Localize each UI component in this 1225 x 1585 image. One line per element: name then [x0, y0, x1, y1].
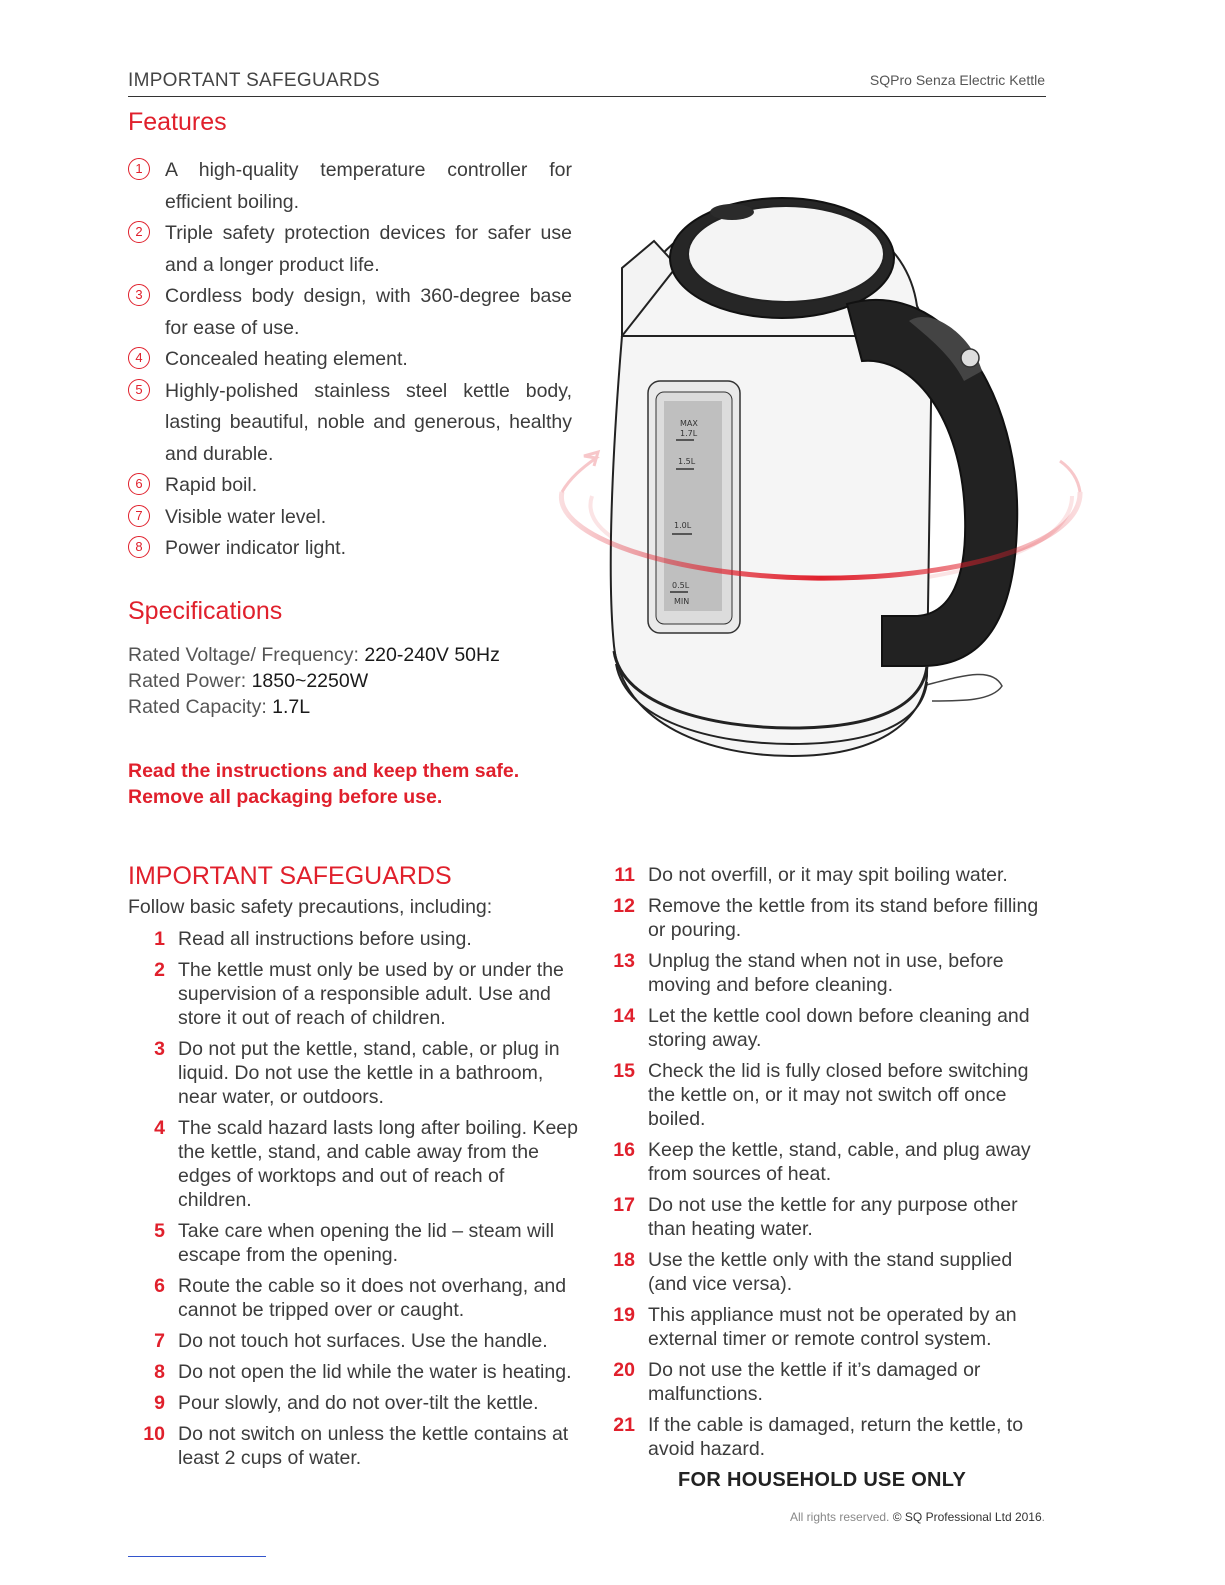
safeguard-number: [598, 863, 635, 887]
feature-number-badge: 4: [128, 347, 150, 369]
spec-capacity-label: Rated Capacity:: [128, 696, 273, 718]
safeguard-number-text: 20: [613, 1359, 635, 1381]
safeguard-number-text: 3: [154, 1038, 165, 1060]
feature-number: [128, 155, 165, 218]
safeguard-text: Do not put the kettle, stand, cable, or plug in liquid. Do not use the kettle in a bathroom, near water, or outdoors.: [178, 1038, 560, 1108]
features-heading: Features: [128, 108, 227, 136]
safeguard-number-text: 10: [143, 1423, 165, 1445]
safeguard-number-text: 21: [613, 1414, 635, 1436]
safeguard-text: Take care when opening the lid – steam will escape from the opening.: [178, 1220, 555, 1266]
safeguard-number-text: 15: [613, 1060, 635, 1082]
feature-number: [128, 470, 165, 502]
safeguard-number: [598, 894, 635, 942]
spec-power-label: Rated Power:: [128, 670, 252, 692]
feature-text: Highly-polished stainless steel kettle body, lasting beautiful, noble and generous, healthy and durable.: [165, 379, 572, 465]
safeguard-number: [598, 1004, 635, 1052]
safeguard-item: [128, 1391, 578, 1415]
feature-number-badge: 2: [128, 221, 150, 243]
safeguard-number-text: 6: [154, 1275, 165, 1297]
spec-capacity: [128, 694, 500, 720]
specifications-block: [128, 642, 500, 720]
safeguard-item: [128, 1219, 578, 1267]
safeguard-number: [598, 1138, 635, 1186]
spec-power-value: 1850~2250W: [251, 670, 369, 692]
safeguard-text: Read all instructions before using.: [178, 928, 472, 950]
safeguard-number: [128, 1391, 165, 1415]
safeguard-text: Unplug the stand when not in use, before moving and before cleaning.: [648, 950, 1004, 996]
safeguard-text: If the cable is damaged, return the kettle, to avoid hazard.: [648, 1414, 1024, 1460]
feature-number-badge: 7: [128, 505, 150, 527]
safeguard-item: [128, 1037, 578, 1109]
feature-number-badge: 1: [128, 158, 150, 180]
gauge-0-5: 0.5L: [672, 581, 690, 590]
spec-voltage: [128, 642, 500, 668]
safeguard-number: [128, 1037, 165, 1109]
feature-item: [128, 376, 572, 471]
safeguard-item: [598, 1248, 1048, 1296]
safeguard-number: [128, 1360, 165, 1384]
spec-power: [128, 668, 500, 694]
spec-voltage-value: 220-240V 50Hz: [364, 644, 500, 666]
safeguard-number-text: 8: [154, 1361, 165, 1383]
safeguard-item: [598, 1138, 1048, 1186]
safeguard-item: [598, 1413, 1048, 1461]
safeguard-item: [128, 1274, 578, 1322]
feature-text: Rapid boil.: [165, 474, 258, 496]
gauge-max: MAX: [680, 419, 698, 428]
safeguard-item: [598, 1358, 1048, 1406]
safeguard-number-text: 5: [154, 1220, 165, 1242]
safeguard-number-text: 14: [613, 1005, 635, 1027]
safeguards-list-left: [128, 927, 578, 1477]
safeguard-number-text: 2: [154, 959, 165, 981]
safeguard-item: [598, 1193, 1048, 1241]
feature-item: [128, 218, 572, 281]
safeguard-number: [598, 1193, 635, 1241]
safeguard-item: [598, 949, 1048, 997]
safeguard-item: [128, 927, 578, 951]
safeguard-number-text: 19: [613, 1304, 635, 1326]
safeguard-item: [598, 863, 1048, 887]
features-list: [128, 155, 572, 565]
safeguard-item: [598, 1059, 1048, 1131]
feature-number-badge: 5: [128, 379, 150, 401]
safeguard-text: Do not open the lid while the water is heating.: [178, 1361, 572, 1383]
feature-item: [128, 281, 572, 344]
gauge-1-5: 1.5L: [678, 457, 696, 466]
safeguard-item: [598, 894, 1048, 942]
safeguard-item: [598, 1303, 1048, 1351]
safeguard-number: [128, 1116, 165, 1212]
safeguard-number-text: 7: [154, 1330, 165, 1352]
header-divider: [128, 96, 1046, 97]
safety-notice: [128, 758, 572, 810]
safeguards-list-right: [598, 863, 1048, 1468]
safeguards-intro: Follow basic safety precautions, including:: [128, 896, 493, 918]
safeguard-number: [598, 949, 635, 997]
safeguard-text: Do not overfill, or it may spit boiling water.: [648, 864, 1008, 886]
safeguard-text: The kettle must only be used by or under the supervision of a responsible adult. Use and store it out of reach of children.: [178, 959, 564, 1029]
safeguard-text: Keep the kettle, stand, cable, and plug away from sources of heat.: [648, 1139, 1031, 1185]
feature-text: Concealed heating element.: [165, 348, 408, 370]
safeguard-number: [598, 1059, 635, 1131]
footer-dot: .: [1041, 1510, 1045, 1524]
safeguards-heading: IMPORTANT SAFEGUARDS: [128, 862, 452, 890]
household-use-note: FOR HOUSEHOLD USE ONLY: [678, 1469, 967, 1491]
safeguard-number-text: 4: [154, 1117, 165, 1139]
safeguard-number: [128, 958, 165, 1030]
safeguard-text: The scald hazard lasts long after boiling. Keep the kettle, stand, and cable away from the edges of worktops and out of reach of children.: [178, 1117, 578, 1211]
safeguard-number: [128, 927, 165, 951]
safeguard-text: Route the cable so it does not overhang, and cannot be tripped over or caught.: [178, 1275, 567, 1321]
safeguard-number: [128, 1219, 165, 1267]
spec-voltage-label: Rated Voltage/ Frequency:: [128, 644, 365, 666]
feature-number: [128, 344, 165, 376]
feature-number: [128, 376, 165, 471]
safeguard-item: [598, 1004, 1048, 1052]
safeguard-number-text: 11: [614, 864, 635, 886]
safeguard-text: This appliance must not be operated by an external timer or remote control system.: [648, 1304, 1017, 1350]
feature-item: [128, 344, 572, 376]
kettle-illustration: [552, 196, 1092, 776]
notice-line-1: Read the instructions and keep them safe.: [128, 760, 520, 782]
safeguard-number-text: 1: [154, 928, 165, 950]
safeguard-number: [128, 1329, 165, 1353]
footer-rights: All rights reserved.: [790, 1510, 893, 1524]
safeguard-text: Do not use the kettle for any purpose other than heating water.: [648, 1194, 1018, 1240]
feature-item: [128, 533, 572, 565]
safeguard-number: [598, 1248, 635, 1296]
safeguard-text: Pour slowly, and do not over-tilt the kettle.: [178, 1392, 539, 1414]
safeguard-item: [128, 1422, 578, 1470]
spec-capacity-value: 1.7L: [272, 696, 311, 718]
feature-item: [128, 155, 572, 218]
feature-number: [128, 502, 165, 534]
feature-item: [128, 502, 572, 534]
specifications-heading: Specifications: [128, 597, 283, 625]
safeguard-number-text: 17: [613, 1194, 635, 1216]
running-header-product: SQPro Senza Electric Kettle: [869, 72, 1045, 88]
safeguard-item: [128, 1360, 578, 1384]
feature-number: [128, 218, 165, 281]
safeguard-number: [598, 1303, 635, 1351]
safeguard-number: [128, 1274, 165, 1322]
safeguard-number: [598, 1413, 635, 1461]
feature-item: [128, 470, 572, 502]
feature-text: Cordless body design, with 360-degree base for ease of use.: [165, 285, 572, 339]
safeguard-text: Check the lid is fully closed before switching the kettle on, or it may not switch off once boiled.: [648, 1060, 1029, 1130]
safeguard-number: [598, 1358, 635, 1406]
safeguard-text: Do not use the kettle if it’s damaged or malfunctions.: [648, 1359, 981, 1405]
safeguard-text: Do not touch hot surfaces. Use the handle.: [178, 1330, 548, 1352]
safeguard-number-text: 13: [613, 950, 635, 972]
feature-text: Triple safety protection devices for safer use and a longer product life.: [165, 222, 572, 276]
gauge-1-7: 1.7L: [680, 429, 698, 438]
feature-text: Visible water level.: [165, 505, 327, 528]
safeguard-item: [128, 958, 578, 1030]
safeguard-number-text: 16: [613, 1139, 635, 1161]
safeguard-item: [128, 1116, 578, 1212]
footer-copyright: © SQ Professional Ltd 2016: [892, 1510, 1042, 1524]
safeguard-number-text: 12: [613, 895, 635, 917]
safeguard-text: Let the kettle cool down before cleaning and storing away.: [648, 1005, 1030, 1051]
bottom-link-underline: [128, 1556, 266, 1557]
safeguard-number: [128, 1422, 165, 1470]
feature-number-badge: 3: [128, 284, 150, 306]
feature-number: [128, 281, 165, 344]
feature-number-badge: 6: [128, 473, 150, 495]
safeguard-text: Remove the kettle from its stand before filling or pouring.: [648, 895, 1039, 941]
feature-text: A high-quality temperature controller for efficient boiling.: [165, 159, 572, 213]
copyright-footer: [790, 1510, 1045, 1524]
feature-number-badge: 8: [128, 536, 150, 558]
feature-text: Power indicator light.: [165, 537, 347, 559]
safeguard-item: [128, 1329, 578, 1353]
safeguard-number-text: 9: [154, 1392, 165, 1414]
feature-number: [128, 533, 165, 565]
safeguard-number-text: 18: [613, 1249, 635, 1271]
safeguard-text: Do not switch on unless the kettle contains at least 2 cups of water.: [178, 1423, 569, 1469]
gauge-1-0: 1.0L: [674, 521, 692, 530]
safeguard-text: Use the kettle only with the stand supplied (and vice versa).: [648, 1249, 1013, 1295]
gauge-min: MIN: [674, 597, 690, 606]
notice-line-2: Remove all packaging before use.: [128, 786, 443, 808]
running-header-title: IMPORTANT SAFEGUARDS: [128, 70, 380, 91]
